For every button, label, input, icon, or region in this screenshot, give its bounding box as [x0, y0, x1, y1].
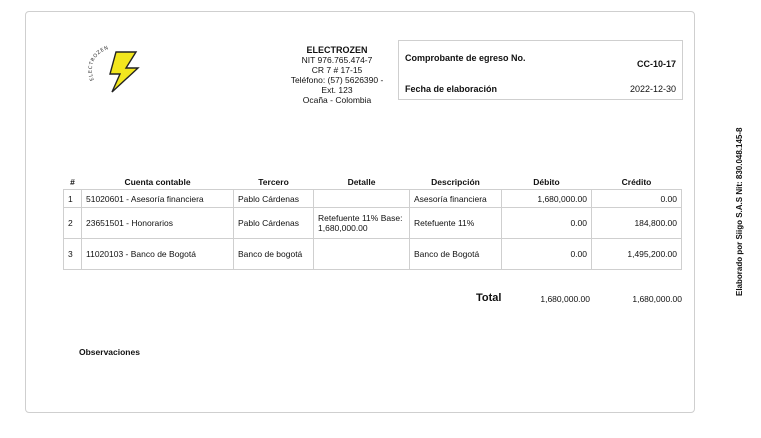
total-credit: 1,680,000.00 — [632, 294, 682, 304]
row-detail — [314, 190, 410, 208]
total-label: Total — [476, 292, 502, 304]
logo-text: ELECTROZEN — [87, 45, 110, 82]
row-description: Retefuente 11% — [410, 208, 502, 239]
row-debit: 0.00 — [502, 208, 592, 239]
svg-text:ELECTROZEN — [88, 45, 110, 81]
header-debit: Débito — [533, 177, 560, 187]
document-number: CC-10-17 — [636, 59, 676, 69]
row-credit: 0.00 — [592, 190, 682, 208]
company-phone: Teléfono: (57) 5626390 - — [290, 75, 384, 85]
company-nit: NIT 976.765.474-7 — [301, 55, 373, 65]
company-logo — [82, 40, 162, 100]
header-account: Cuenta contable — [124, 177, 191, 187]
row-credit: 1,495,200.00 — [592, 239, 682, 270]
row-third-party: Banco de bogotá — [234, 239, 314, 270]
row-third-party: Pablo Cárdenas — [234, 208, 314, 239]
company-name: ELECTROZEN — [306, 45, 368, 55]
observations-label: Observaciones — [79, 347, 140, 357]
total-debit: 1,680,000.00 — [540, 294, 590, 304]
row-account: 23651501 - Honorarios — [82, 208, 234, 239]
document-type-label: Comprobante de egreso No. — [405, 53, 526, 63]
row-account: 11020103 - Banco de Bogotá — [82, 239, 234, 270]
company-info — [282, 45, 392, 105]
row-number: 3 — [64, 239, 82, 270]
header-description: Descripción — [431, 177, 480, 187]
header-number: # — [70, 177, 75, 187]
table-header-row — [64, 175, 682, 190]
document-date: 2022-12-30 — [629, 84, 676, 94]
company-ext: Ext. 123 — [321, 85, 353, 95]
row-description: Banco de Bogotá — [410, 239, 502, 270]
table-row — [64, 190, 682, 208]
company-address: CR 7 # 17-15 — [311, 65, 363, 75]
row-account: 51020601 - Asesoría financiera — [82, 190, 234, 208]
table-row — [64, 208, 682, 239]
side-credit-text: Elaborado por Siigo S.A.S Nit: 830.048.145-8 — [735, 127, 744, 296]
row-number: 1 — [64, 190, 82, 208]
header-credit: Crédito — [621, 177, 652, 187]
lightning-bolt-icon — [82, 40, 162, 100]
row-number: 2 — [64, 208, 82, 239]
document-info-box — [398, 40, 683, 100]
header-third-party: Tercero — [258, 177, 289, 187]
accounting-table — [63, 175, 682, 270]
row-debit: 0.00 — [502, 239, 592, 270]
row-detail — [314, 239, 410, 270]
row-detail: Retefuente 11% Base: 1,680,000.00 — [314, 208, 410, 239]
row-description: Asesoría financiera — [410, 190, 502, 208]
header-detail: Detalle — [347, 177, 376, 187]
company-city: Ocaña - Colombia — [302, 95, 372, 105]
date-label: Fecha de elaboración — [405, 84, 498, 94]
table-row — [64, 239, 682, 270]
row-third-party: Pablo Cárdenas — [234, 190, 314, 208]
row-credit: 184,800.00 — [592, 208, 682, 239]
row-debit: 1,680,000.00 — [502, 190, 592, 208]
